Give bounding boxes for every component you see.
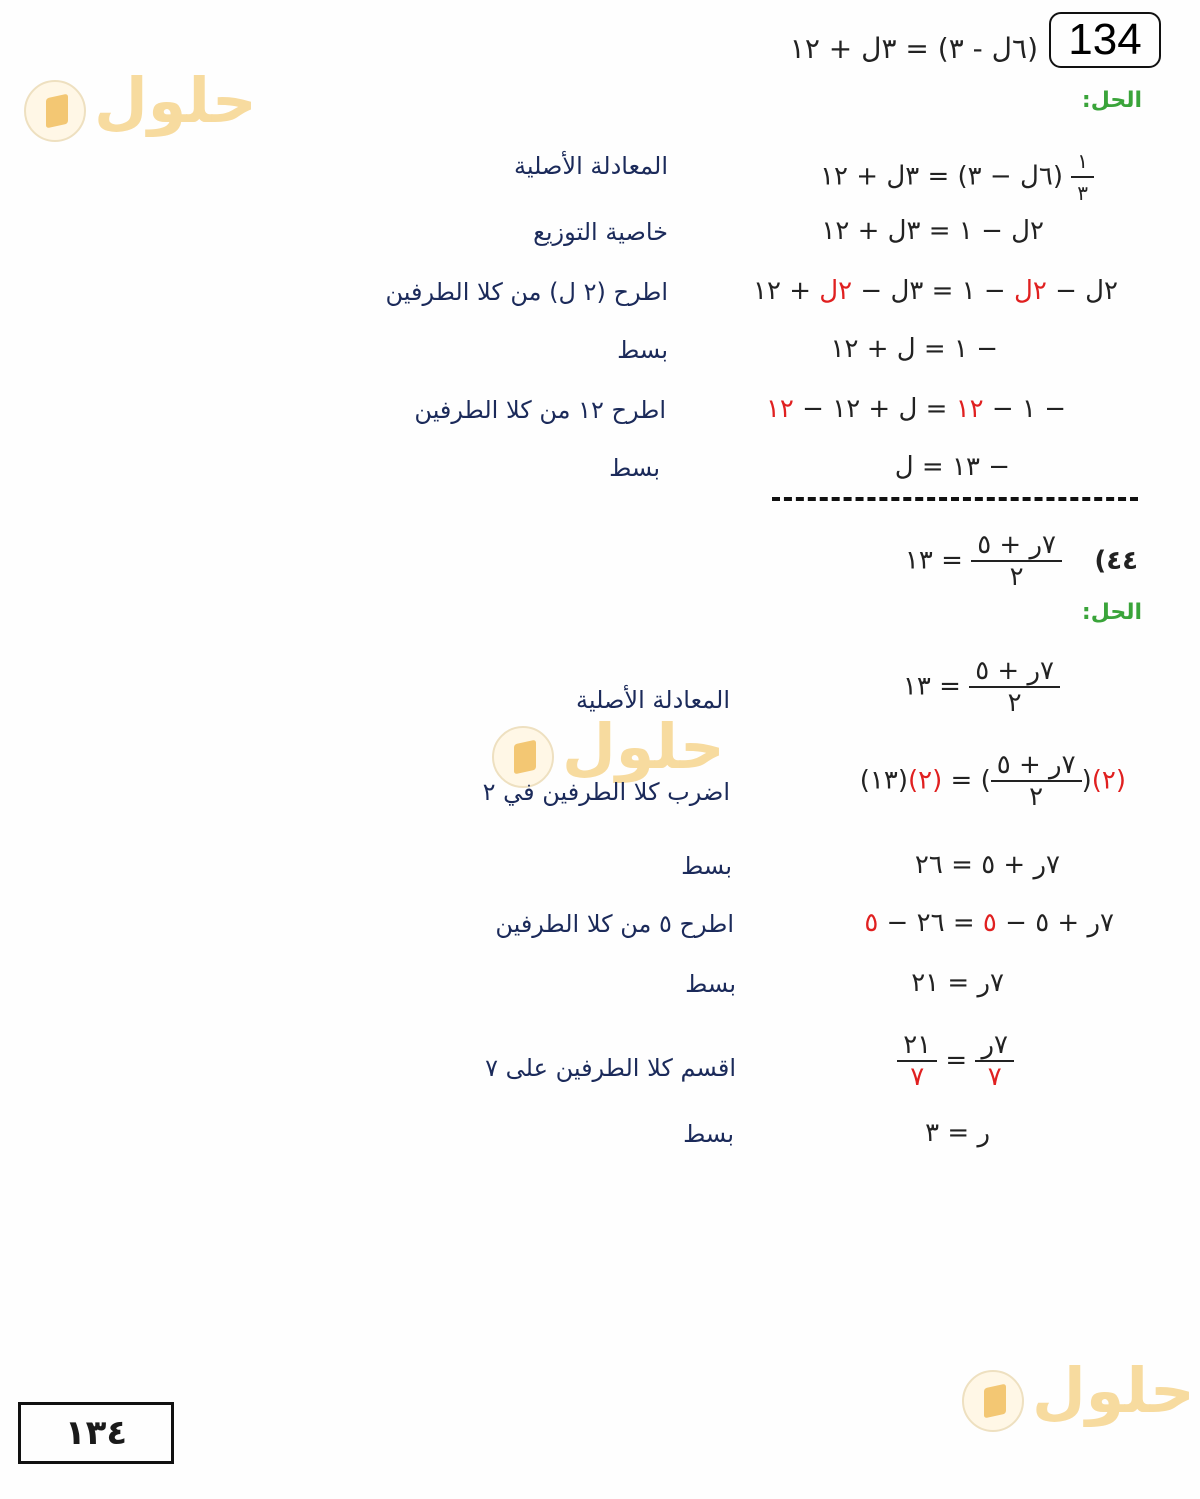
step-44-2-label: اضرب كلا الطرفين في ٢ xyxy=(482,778,730,806)
watermark-logo-top xyxy=(24,64,257,142)
equation-text: (٦ل - ٣) = ٣ل + ١٢ xyxy=(789,32,1038,65)
fraction-one-third: $\frac{١}{٣}$ xyxy=(1071,146,1094,208)
step-44-6-equation: $\frac{\text{٧ر}}{٧}$ = $\frac{٢١}{٧}$ xyxy=(897,1030,1014,1092)
step-44-7-equation: ر = ٣ xyxy=(925,1118,990,1148)
step-44-5-equation: ٧ر = ٢١ xyxy=(911,968,1004,998)
step-44-3-equation: ٧ر + ٥ = ٢٦ xyxy=(914,850,1060,880)
step-44-7-label: بسط xyxy=(683,1120,734,1148)
watermark-text: حلول xyxy=(94,64,257,137)
fraction: $\frac{\text{٧ر + ٥}}{٢}$ xyxy=(971,530,1062,592)
fraction-left: $\frac{\text{٧ر}}{٧}$ xyxy=(975,1030,1014,1092)
step-43-5-label: اطرح ١٢ من كلا الطرفين xyxy=(414,396,666,424)
fraction-right: $\frac{٢١}{٧}$ xyxy=(897,1030,937,1092)
problem-44-equation: $\frac{\text{٧ر + ٥}}{٢}$ = ١٣ xyxy=(905,530,1062,592)
step-44-4-equation: ٧ر + ٥ − ٥ = ٢٦ − ٥ xyxy=(864,908,1114,938)
page-number-badge: 134 xyxy=(1049,12,1161,68)
step-43-3-equation: ٢ل − ٢ل − ١ = ٣ل − ٢ل + ١٢ xyxy=(753,276,1118,306)
step-43-6-label: بسط xyxy=(609,454,660,482)
step-44-4-label: اطرح ٥ من كلا الطرفين xyxy=(495,910,734,938)
step-44-6-label: اقسم كلا الطرفين على ٧ xyxy=(485,1054,736,1082)
watermark-text: حلول xyxy=(1032,1354,1195,1427)
step-44-2-equation: (٢)( $\frac{\text{٧ر + ٥}}{٢}$ ) = (٢)(١٣) xyxy=(859,750,1126,812)
step-43-6-equation: − ١٣ = ل xyxy=(894,452,1010,482)
solution-label-43: الحل: xyxy=(1081,88,1142,113)
step-43-4-equation: − ١ = ل + ١٢ xyxy=(830,334,998,364)
step-44-1-label: المعادلة الأصلية xyxy=(575,686,730,714)
step-43-5-equation: − ١ − ١٢ = ل + ١٢ − ١٢ xyxy=(765,394,1066,424)
step-44-1-equation: $\frac{\text{٧ر + ٥}}{٢}$ = ١٣ xyxy=(903,656,1060,718)
fraction: $\frac{\text{٧ر + ٥}}{٢}$ xyxy=(969,656,1060,718)
step-44-5-label: بسط xyxy=(685,970,736,998)
section-divider xyxy=(772,497,1138,501)
step-43-1-label: المعادلة الأصلية xyxy=(513,152,668,180)
watermark-text: حلول xyxy=(562,710,725,783)
step-43-2-label: خاصية التوزيع xyxy=(533,218,668,246)
problem-43-equation xyxy=(790,32,1038,65)
step-43-1-equation: $\frac{١}{٣}$ (٦ل − ٣) = ٣ل + ١٢ xyxy=(820,146,1094,208)
book-icon xyxy=(962,1370,1024,1432)
problem-44-number: ٤٤) xyxy=(1094,546,1138,576)
step-44-3-label: بسط xyxy=(681,852,732,880)
book-icon xyxy=(24,80,86,142)
step-43-2-equation: ٢ل − ١ = ٣ل + ١٢ xyxy=(821,216,1044,246)
solution-label-44: الحل: xyxy=(1081,600,1142,625)
fraction: $\frac{\text{٧ر + ٥}}{٢}$ xyxy=(991,750,1082,812)
step-43-3-label: اطرح (٢ ل) من كلا الطرفين xyxy=(385,278,668,306)
step-43-4-label: بسط xyxy=(617,336,668,364)
watermark-logo-bottom xyxy=(962,1354,1195,1432)
footer-page-number: ١٣٤ xyxy=(18,1402,174,1464)
